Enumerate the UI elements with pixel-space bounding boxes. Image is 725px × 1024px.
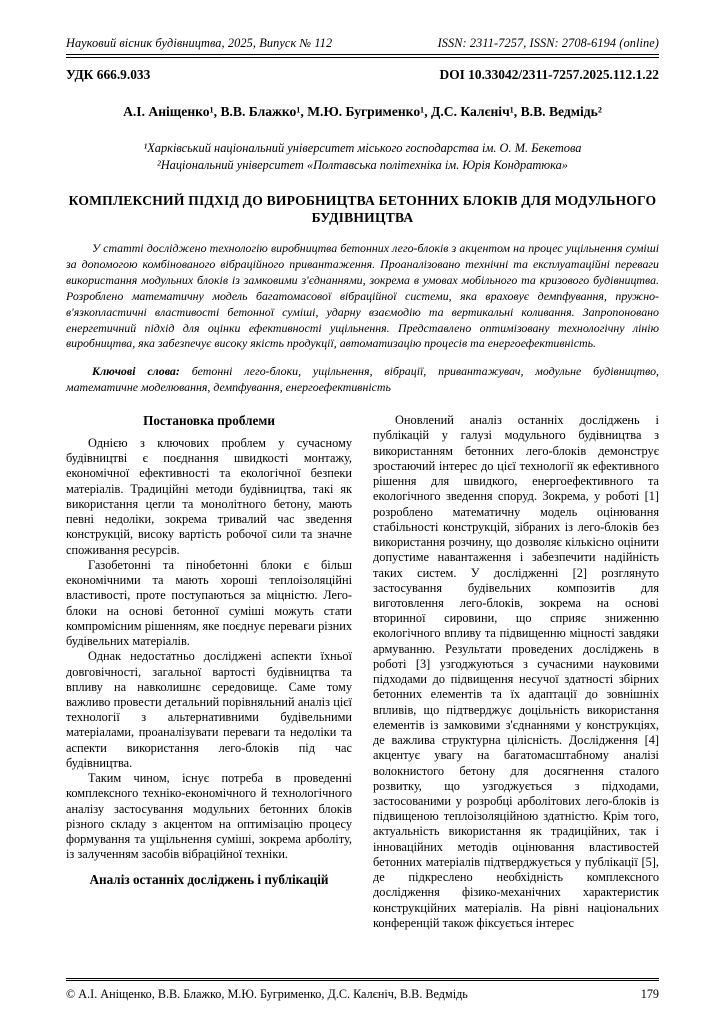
doi-code[interactable]: DOI 10.33042/2311-7257.2025.112.1.22	[439, 66, 659, 82]
affiliation-2: ²Національний університет «Полтавська політехніка ім. Юрія Кондратюка»	[157, 158, 568, 173]
paragraph: Однак недостатньо досліджені аспекти їхньої довговічності, загальної вартості будівництва та впливу на навколишнє середовище. Саме тому важливо провести детальний порівняльний аналіз цієї технології з альтернативними будівельними матеріалами, проаналізувати переваги та недоліки та аспекти використання лего-блоків під час будівництва.	[66, 649, 352, 770]
identifier-row	[66, 67, 659, 83]
running-head-journal-title: Науковий вісник будівництва, 2025, Випуск № 112	[66, 36, 333, 50]
heading-recent-research: Аналіз останніх досліджень і публікацій	[89, 871, 329, 887]
column-left	[66, 413, 352, 894]
article-title: КОМПЛЕКСНИЙ ПІДХІД ДО ВИРОБНИЦТВА БЕТОННИХ БЛОКІВ ДЛЯ МОДУЛЬНОГО БУДІВНИЦТВА	[68, 192, 657, 226]
keywords-block	[66, 364, 659, 396]
column-right	[373, 413, 659, 931]
affiliation-1: ¹Харківський національний університет міського господарства ім. О. М. Бекетова	[143, 140, 582, 155]
paragraph: Таким чином, існує потреба в проведенні комплексного техніко-економічного й технологічного аналізу застосування модульних бетонних блоків різного складу з акцентом на оптимізацію процесу формування та ущільнення суміші, зокрема арболіту, із залученням засобів вібраційної техніки.	[66, 771, 352, 862]
keywords-text: бетонні лего-блоки, ущільнення, вібрації, привантажувач, модульне будівництво, математичне моделювання, демпфування, енергоефективність	[66, 364, 659, 395]
page-content	[66, 36, 659, 1002]
paragraph: Однією з ключових проблем у сучасному будівництві є поєднання швидкості монтажу, економічної ефективності та екологічної безпеки матеріалів. Традиційні методи будівництва, такі як використання цегли та монолітного бетону, мають певні недоліки, зокрема тривалий час зведення конструкцій, високу вартість робочої сили та значне споживання ресурсів.	[66, 436, 352, 557]
footer-row	[66, 987, 659, 1002]
affiliation-list	[66, 140, 659, 175]
body-columns	[66, 413, 659, 931]
udc-code: УДК 666.9.033	[66, 66, 151, 82]
page-number: 179	[640, 987, 659, 1001]
paragraph: Газобетонні та пінобетонні блоки є більш економічними та мають хороші теплоізоляційні властивості, проте поступаються за міцністю. Лего-блоки на основі бетонної суміші можуть стати компромісним рішенням, яке поєднує переваги різних будівельних матеріалів.	[66, 557, 352, 649]
running-head	[66, 36, 659, 54]
author-list: А.І. Аніщенко¹, В.В. Блажко¹, М.Ю. Бугрименко¹, Д.С. Калєніч¹, В.В. Ведмідь²	[123, 103, 602, 119]
keywords-label: Ключові слова:	[92, 364, 180, 379]
page-footer	[66, 978, 659, 1002]
running-head-issn: ISSN: 2311-7257, ISSN: 2708-6194 (online)	[437, 36, 659, 50]
abstract-text: У статті досліджено технологію виробництва бетонних лего-блоків з акцентом на процес ущільнення суміші за допомогою комбінованого вібраційного привантаження. Проаналізовано технічні та експлуатаційні переваги використання модульних блоків із замковими з'єднаннями, зокрема в умовах мобільного та кризового будівництва. Розроблено математичну модель багатомасової вібраційної системи, яка враховує демпфування, пружно-в'язкопластичні властивості бетонної суміші, ударну взаємодію та вертикальні коливання. Запропоновано енергетичний підхід для оцінки ефективності ущільнення. Представлено оптимізовану технологічну лінію виробництва, яка забезпечує високу якість продукції, автоматизацію процесів та енергоефективність.	[66, 241, 659, 351]
copyright-notice: © А.І. Аніщенко, В.В. Блажко, М.Ю. Бугрименко, Д.С. Калєніч, В.В. Ведмідь	[66, 987, 468, 1001]
heading-problem-statement: Постановка проблеми	[143, 413, 275, 429]
footer-divider	[66, 978, 659, 981]
header-divider	[66, 54, 659, 58]
paragraph: Оновлений аналіз останніх досліджень і публікацій у галузі модульного будівництва з використанням бетонних лего-блоків демонструє зростаючий інтерес до цієї технології як ефективного рішення для швидкого, енергоефективного та екологічного зведення споруд. Зокрема, у роботі [1] розроблено математичну модель оцінювання стабільності конструкцій, зібраних із лего-блоків без використання розчину, що дозволяє кількісно оцінити допустиме навантаження і забезпечити надійність таких систем. У дослідженні [2] розглянуто застосування будівельних композитів для виготовлення лего-блоків, зокрема на основі вторинної сировини, що сприяє зниженню екологічного впливу та підвищенню міцності завдяки армуванню. Результати проведених досліджень в роботі [3] узгоджуються з сучасними науковими підходами до підвищення несучої здатності збірних бетонних елементів та їх адаптації до зовнішніх впливів, що підтверджує доцільність використання елементів із замковими з'єднаннями у конструкціях, де важлива структурна цілісність. Дослідження [4] акцентує увагу на багатомасштабному аналізі волокнистого бетону для досягнення сталого розвитку, що узгоджується з підходами, застосованими у розробці арболітових лего-блоків із підвищеною теплоізоляційною здатністю. Крім того, актуальність використання як традиційних, так і інноваційних методів оцінювання властивостей бетонних матеріалів підтверджується у публікації [5], де підкреслено необхідність комплексного дослідження фізико-механічних характеристик конструкційних матеріалів. На рівні національних конференцій також фіксується інтерес	[373, 413, 659, 930]
